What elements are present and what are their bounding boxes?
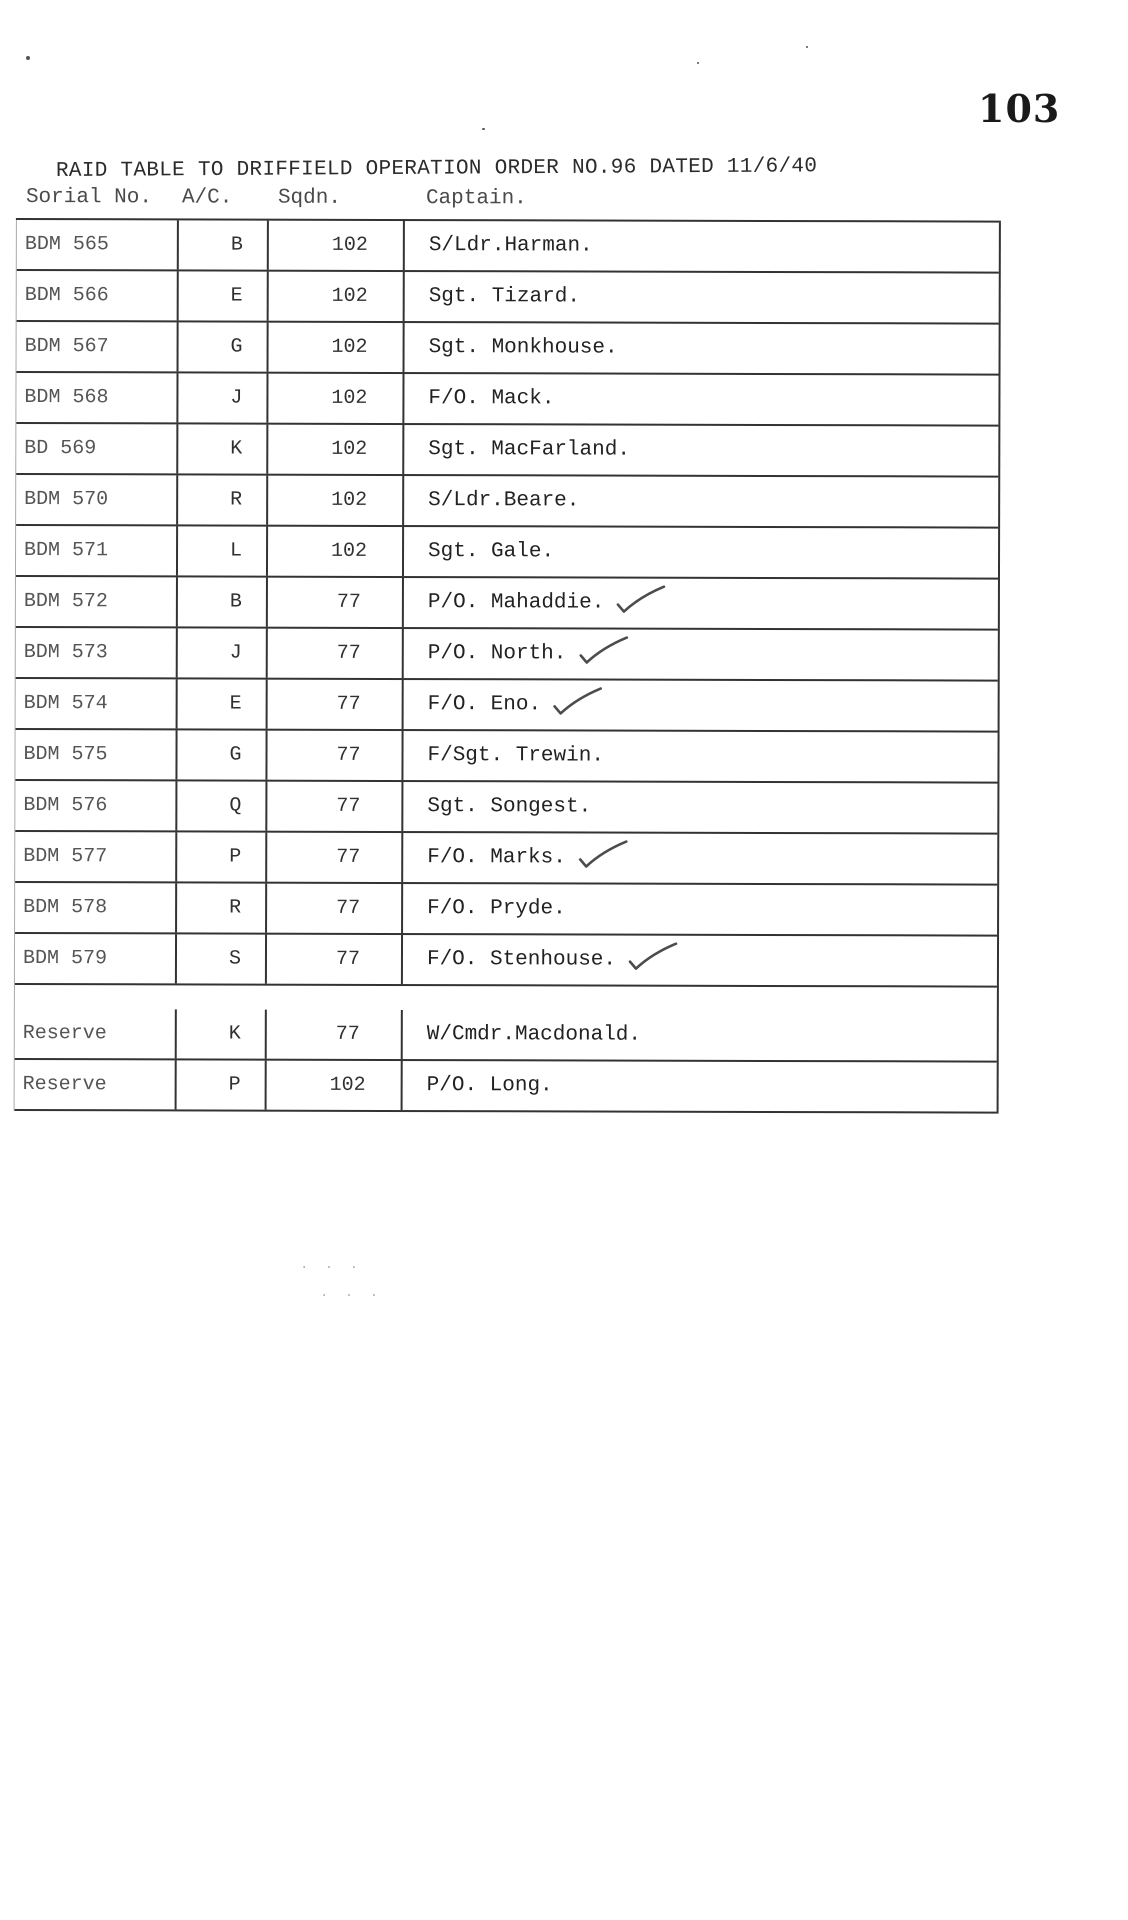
table-row [16, 373, 998, 427]
column-divider [176, 526, 178, 575]
aircraft-cell [188, 526, 284, 575]
table-row [16, 577, 998, 631]
captain-cell-text: F/Sgt. Trewin. [427, 744, 604, 768]
column-divider [177, 322, 179, 371]
serial-cell [23, 883, 183, 932]
squadron-cell-text: 102 [331, 284, 368, 308]
table-row [15, 883, 997, 937]
serial-cell [25, 220, 185, 269]
aircraft-cell [188, 577, 284, 626]
squadron-cell [283, 833, 413, 882]
serial-cell [24, 373, 184, 422]
aircraft-cell-text: G [230, 335, 243, 359]
serial-cell-text: Reserve [22, 1022, 107, 1046]
aircraft-cell [188, 424, 284, 473]
column-divider [175, 832, 177, 881]
table-row [15, 1009, 997, 1063]
aircraft-cell [188, 373, 284, 422]
serial-cell [23, 1009, 183, 1058]
table-row [15, 730, 997, 784]
aircraft-cell-text: P [229, 845, 242, 869]
table-header [16, 186, 1001, 223]
column-header-serial: Sorial No. [25, 186, 153, 210]
captain-cell-text: Sgt. Monkhouse. [428, 336, 618, 360]
captain-cell [424, 476, 998, 527]
captain-cell-text: Sgt. Gale. [428, 540, 555, 564]
check-mark-icon [616, 585, 668, 622]
serial-cell-text: BDM 574 [23, 692, 108, 716]
column-divider [402, 629, 404, 678]
column-divider [401, 731, 403, 780]
column-divider [402, 425, 404, 474]
serial-cell [24, 577, 184, 626]
squadron-cell [284, 374, 414, 423]
table-row [16, 628, 998, 682]
column-divider [265, 884, 267, 933]
captain-cell [424, 578, 998, 629]
aircraft-cell-text: K [228, 1022, 241, 1046]
serial-cell-text: BDM 577 [23, 845, 108, 869]
column-divider [265, 1061, 267, 1110]
serial-cell-text: BDM 576 [23, 794, 108, 818]
squadron-cell-text: 77 [336, 743, 361, 767]
aircraft-cell [188, 628, 284, 677]
column-divider [402, 680, 404, 729]
serial-cell [25, 322, 185, 371]
aircraft-cell [187, 781, 283, 830]
squadron-cell-text: 77 [335, 947, 361, 971]
captain-cell-text: Sgt. MacFarland. [428, 438, 630, 462]
column-divider [267, 221, 269, 270]
captain-cell [423, 1061, 997, 1112]
captain-cell [425, 272, 999, 323]
squadron-cell-text: 77 [336, 845, 361, 869]
captain-cell-text: F/O. Eno. [427, 693, 542, 717]
aircraft-cell-text: S [228, 947, 242, 971]
aircraft-cell-text: R [230, 488, 243, 512]
serial-cell-text: BDM 578 [23, 896, 108, 920]
table-row [16, 526, 998, 580]
table-row [15, 832, 997, 886]
captain-cell-text: S/Ldr.Beare. [428, 489, 580, 513]
aircraft-cell-text: E [229, 692, 242, 716]
captain-cell [424, 629, 998, 680]
serial-cell-text: BDM 566 [24, 284, 109, 308]
table-row [16, 679, 998, 733]
column-divider [265, 1010, 267, 1059]
column-divider [176, 679, 178, 728]
table-body [14, 220, 1001, 1114]
squadron-cell-text: 102 [331, 335, 368, 359]
serial-cell-text: BD 569 [24, 437, 97, 461]
aircraft-cell [189, 271, 285, 320]
column-divider [176, 628, 178, 677]
column-divider [265, 731, 267, 780]
page-number: 103 [978, 86, 1061, 131]
squadron-cell-text: 77 [336, 896, 361, 920]
column-divider [176, 373, 178, 422]
ink-speck [697, 62, 699, 64]
squadron-cell-text: 77 [336, 692, 361, 716]
column-divider [401, 833, 403, 882]
serial-cell [23, 781, 183, 830]
column-divider [403, 221, 405, 270]
serial-cell-text: Reserve [22, 1073, 107, 1097]
serial-cell [23, 832, 183, 881]
column-divider [175, 730, 177, 779]
captain-cell [423, 731, 997, 782]
table-row [17, 271, 999, 325]
squadron-cell [284, 629, 414, 678]
table-row [16, 475, 998, 529]
aircraft-cell-text: G [229, 743, 242, 767]
column-divider [266, 578, 268, 627]
squadron-cell-text: 77 [336, 641, 361, 665]
squadron-cell-text: 102 [330, 539, 368, 563]
column-divider [175, 1060, 177, 1109]
captain-cell [424, 527, 998, 578]
captain-cell-text: Sgt. Tizard. [428, 285, 580, 309]
column-header-ac: A/C. [181, 186, 233, 210]
captain-cell-text: P/O. North. [427, 642, 567, 666]
aircraft-cell-text: B [229, 590, 242, 614]
serial-cell-text: BDM 579 [22, 947, 108, 971]
column-divider [403, 323, 405, 372]
squadron-cell [283, 782, 413, 831]
column-divider [175, 883, 177, 932]
squadron-cell [283, 731, 413, 780]
captain-cell [425, 221, 999, 272]
column-divider [402, 527, 404, 576]
check-mark-icon [578, 635, 630, 672]
check-mark-icon [628, 942, 680, 979]
squadron-cell [283, 1061, 413, 1110]
aircraft-cell-text: E [230, 284, 243, 308]
serial-cell [24, 679, 184, 728]
captain-cell-text: S/Ldr.Harman. [428, 234, 593, 258]
captain-cell [423, 782, 997, 833]
squadron-cell [285, 272, 415, 321]
captain-cell-text: F/O. Marks. [427, 846, 566, 870]
aircraft-cell-text: R [229, 896, 242, 920]
captain-cell [424, 374, 998, 425]
aircraft-cell [187, 934, 283, 983]
squadron-cell-text: 102 [331, 488, 368, 512]
serial-cell [24, 475, 184, 524]
aircraft-cell-text: J [230, 386, 243, 410]
aircraft-cell [189, 322, 285, 371]
serial-cell [24, 526, 184, 575]
squadron-cell [284, 527, 414, 576]
column-divider [177, 220, 179, 269]
squadron-cell-text: 102 [331, 437, 368, 461]
check-mark-icon [553, 686, 605, 723]
captain-cell [425, 323, 999, 374]
column-divider [265, 833, 267, 882]
captain-cell [423, 884, 997, 935]
column-divider [402, 476, 404, 525]
paper-smudge: · · · [300, 1260, 363, 1276]
ink-speck [806, 46, 808, 48]
table-row [17, 322, 999, 376]
serial-cell [23, 1060, 183, 1109]
aircraft-cell-text: B [230, 233, 243, 257]
column-divider [175, 781, 177, 830]
table-row [15, 781, 997, 835]
aircraft-cell-text: K [230, 437, 243, 461]
raid-table [14, 186, 1001, 1114]
aircraft-cell [188, 475, 284, 524]
aircraft-cell [187, 730, 283, 779]
column-divider [401, 884, 403, 933]
serial-cell [23, 730, 183, 779]
captain-cell-text: F/O. Pryde. [427, 897, 566, 921]
column-divider [402, 578, 404, 627]
aircraft-cell-text: Q [229, 794, 242, 818]
column-divider [176, 475, 178, 524]
squadron-cell [284, 578, 414, 627]
captain-cell [423, 1010, 997, 1061]
column-divider [266, 629, 268, 678]
squadron-cell-text: 77 [335, 1022, 360, 1046]
squadron-cell [283, 935, 413, 984]
column-header-captain: Captain. [425, 187, 527, 211]
serial-cell [25, 271, 185, 320]
column-divider [401, 1010, 403, 1059]
serial-cell-text: BDM 572 [23, 590, 108, 614]
aircraft-cell [187, 832, 283, 881]
captain-cell [424, 425, 998, 476]
captain-cell [424, 680, 998, 731]
squadron-cell [284, 476, 414, 525]
table-row [15, 934, 997, 988]
captain-cell-text: P/O. Long. [426, 1074, 553, 1098]
column-divider [175, 1009, 177, 1058]
column-divider [401, 782, 403, 831]
ink-speck [482, 128, 485, 130]
aircraft-cell [189, 220, 285, 269]
table-row [16, 424, 998, 478]
captain-cell-text: F/O. Mack. [428, 387, 555, 411]
serial-cell [24, 628, 184, 677]
squadron-cell-text: 102 [331, 386, 368, 410]
captain-cell-text: Sgt. Songest. [427, 795, 592, 819]
column-divider [266, 425, 268, 474]
column-divider [175, 934, 177, 983]
column-divider [266, 374, 268, 423]
column-divider [266, 680, 268, 729]
captain-cell [423, 935, 997, 986]
serial-cell [24, 424, 184, 473]
column-divider [267, 272, 269, 321]
squadron-cell [285, 323, 415, 372]
table-row [15, 1060, 997, 1114]
column-divider [402, 374, 404, 423]
column-divider [266, 527, 268, 576]
document-title: RAID TABLE TO DRIFFIELD OPERATION ORDER NO.96 DATED 11/6/40 [55, 155, 818, 183]
squadron-cell-text: 102 [329, 1073, 366, 1097]
captain-cell-text: P/O. Mahaddie. [427, 591, 605, 615]
squadron-cell [283, 1010, 413, 1059]
aircraft-cell-text: P [228, 1073, 241, 1097]
aircraft-cell-text: L [229, 539, 243, 563]
captain-cell [423, 833, 997, 884]
captain-cell-text: W/Cmdr.Macdonald. [426, 1023, 642, 1047]
aircraft-cell [188, 679, 284, 728]
aircraft-cell [187, 1009, 283, 1058]
serial-cell-text: BDM 573 [23, 641, 108, 665]
ink-speck [26, 56, 30, 60]
serial-cell-text: BDM 575 [23, 743, 108, 767]
squadron-cell-text: 77 [336, 590, 361, 614]
squadron-cell-text: 77 [336, 794, 361, 818]
squadron-cell-text: 102 [331, 233, 368, 257]
table-row [17, 220, 999, 274]
column-divider [267, 323, 269, 372]
column-divider [265, 935, 267, 984]
squadron-cell [283, 884, 413, 933]
serial-cell-text: BDM 570 [24, 488, 109, 512]
column-divider [266, 476, 268, 525]
squadron-cell [285, 221, 415, 270]
serial-cell-text: BDM 567 [24, 335, 109, 359]
squadron-cell [284, 425, 414, 474]
column-divider [403, 272, 405, 321]
column-divider [265, 782, 267, 831]
serial-cell-text: BDM 565 [24, 233, 109, 257]
squadron-cell [284, 680, 414, 729]
column-divider [401, 935, 403, 984]
serial-cell-text: BDM 568 [24, 386, 109, 410]
column-divider [177, 271, 179, 320]
aircraft-cell [187, 883, 283, 932]
serial-cell [23, 934, 183, 983]
serial-cell-text: BDM 571 [24, 539, 109, 563]
column-divider [176, 577, 178, 626]
aircraft-cell-text: J [229, 641, 242, 665]
aircraft-cell [187, 1060, 283, 1109]
check-mark-icon [578, 839, 630, 876]
column-divider [401, 1061, 403, 1110]
column-divider [176, 424, 178, 473]
captain-cell-text: F/O. Stenhouse. [426, 948, 617, 972]
paper-smudge: · · · [320, 1288, 383, 1304]
column-header-sqdn: Sqdn. [277, 186, 342, 210]
